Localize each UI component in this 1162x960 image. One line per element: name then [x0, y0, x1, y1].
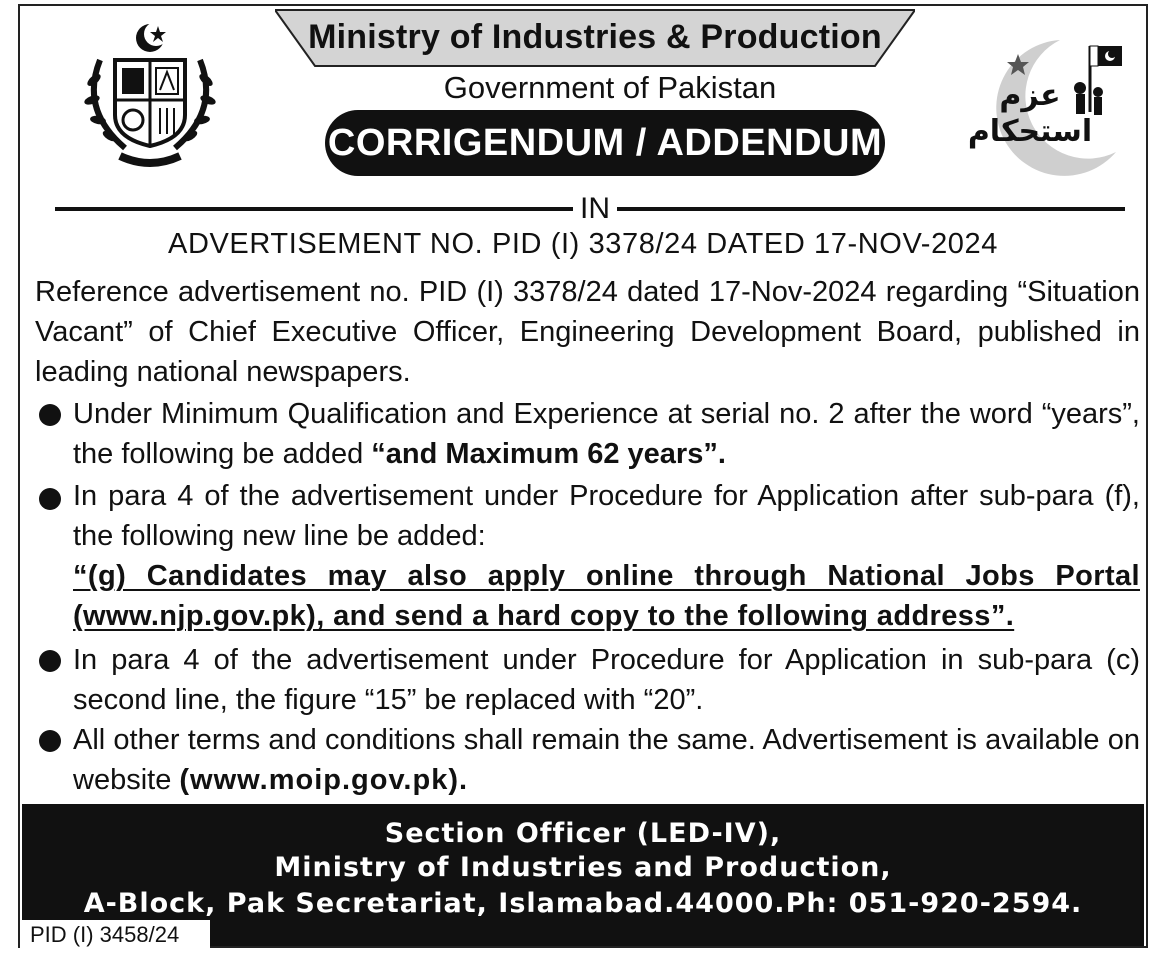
- bullet-dot: [39, 488, 61, 510]
- pakistan-emblem-icon: [70, 20, 230, 175]
- bullet-item-2: [35, 476, 1140, 636]
- azm-e-istehkam-logo-icon: [940, 32, 1130, 187]
- separator-line-right: [617, 207, 1125, 211]
- ministry-name: Ministry of Industries & Production: [308, 18, 882, 56]
- intro-paragraph: Reference advertisement no. PID (I) 3378/24 dated 17-Nov-2024 regarding “Situation Vacant” of Chief Executive Officer, Engineering Development Board, published in leading national newspapers.: [35, 276, 1140, 388]
- footer-ministry: Ministry of Industries and Production,: [274, 852, 892, 883]
- website-link[interactable]: (www.moip.gov.pk).: [179, 764, 469, 796]
- government-name: Government of Pakistan: [443, 70, 777, 105]
- ministry-banner: [275, 8, 915, 68]
- bullet-3-text: In para 4 of the advertisement under Procedure for Application in sub-para (c) second line, the figure “15” be replaced with “20”.: [73, 644, 1140, 716]
- advertisement-frame: [18, 4, 1148, 948]
- bullet-2-new-line-part-1: “(g) Candidates may also apply online through National Jobs Portal: [73, 560, 1140, 592]
- bullet-dot: [39, 404, 61, 426]
- bullet-2-text: In para 4 of the advertisement under Procedure for Application after sub-para (f), the following new line be added:: [73, 480, 1140, 552]
- bullet-1-emphasis: “and Maximum 62 years”.: [371, 438, 726, 470]
- bullet-dot: [39, 730, 61, 752]
- document-title: CORRIGENDUM / ADDENDUM: [325, 110, 885, 176]
- bullet-1-text: Under Minimum Qualification and Experience at serial no. 2 after the word “years”, the following be added: [73, 398, 1140, 470]
- bullet-2-new-line-part-2: (www.njp.gov.pk), and send a hard copy to the following address”.: [73, 600, 1015, 632]
- footer-designation: Section Officer (LED-IV),: [384, 818, 782, 849]
- in-separator: [35, 192, 1131, 226]
- bullet-4-text: All other terms and conditions shall remain the same. Advertisement is available on website: [73, 724, 1140, 796]
- advertisement-reference: ADVERTISEMENT NO. PID (I) 3378/24 DATED 17-NOV-2024: [168, 228, 998, 260]
- separator-line-left: [55, 207, 573, 211]
- separator-text: IN: [580, 192, 610, 225]
- footer-address: A-Block, Pak Secretariat, Islamabad.44000.Ph: 051-920-2594.: [83, 888, 1083, 919]
- pid-number: PID (I) 3458/24: [20, 920, 210, 950]
- logo-text: عزم استحکام: [967, 78, 1093, 149]
- bullet-item-3: [35, 640, 1140, 720]
- bullet-item-1: [35, 394, 1140, 474]
- bullet-dot: [39, 650, 61, 672]
- bullet-item-4: [35, 720, 1140, 800]
